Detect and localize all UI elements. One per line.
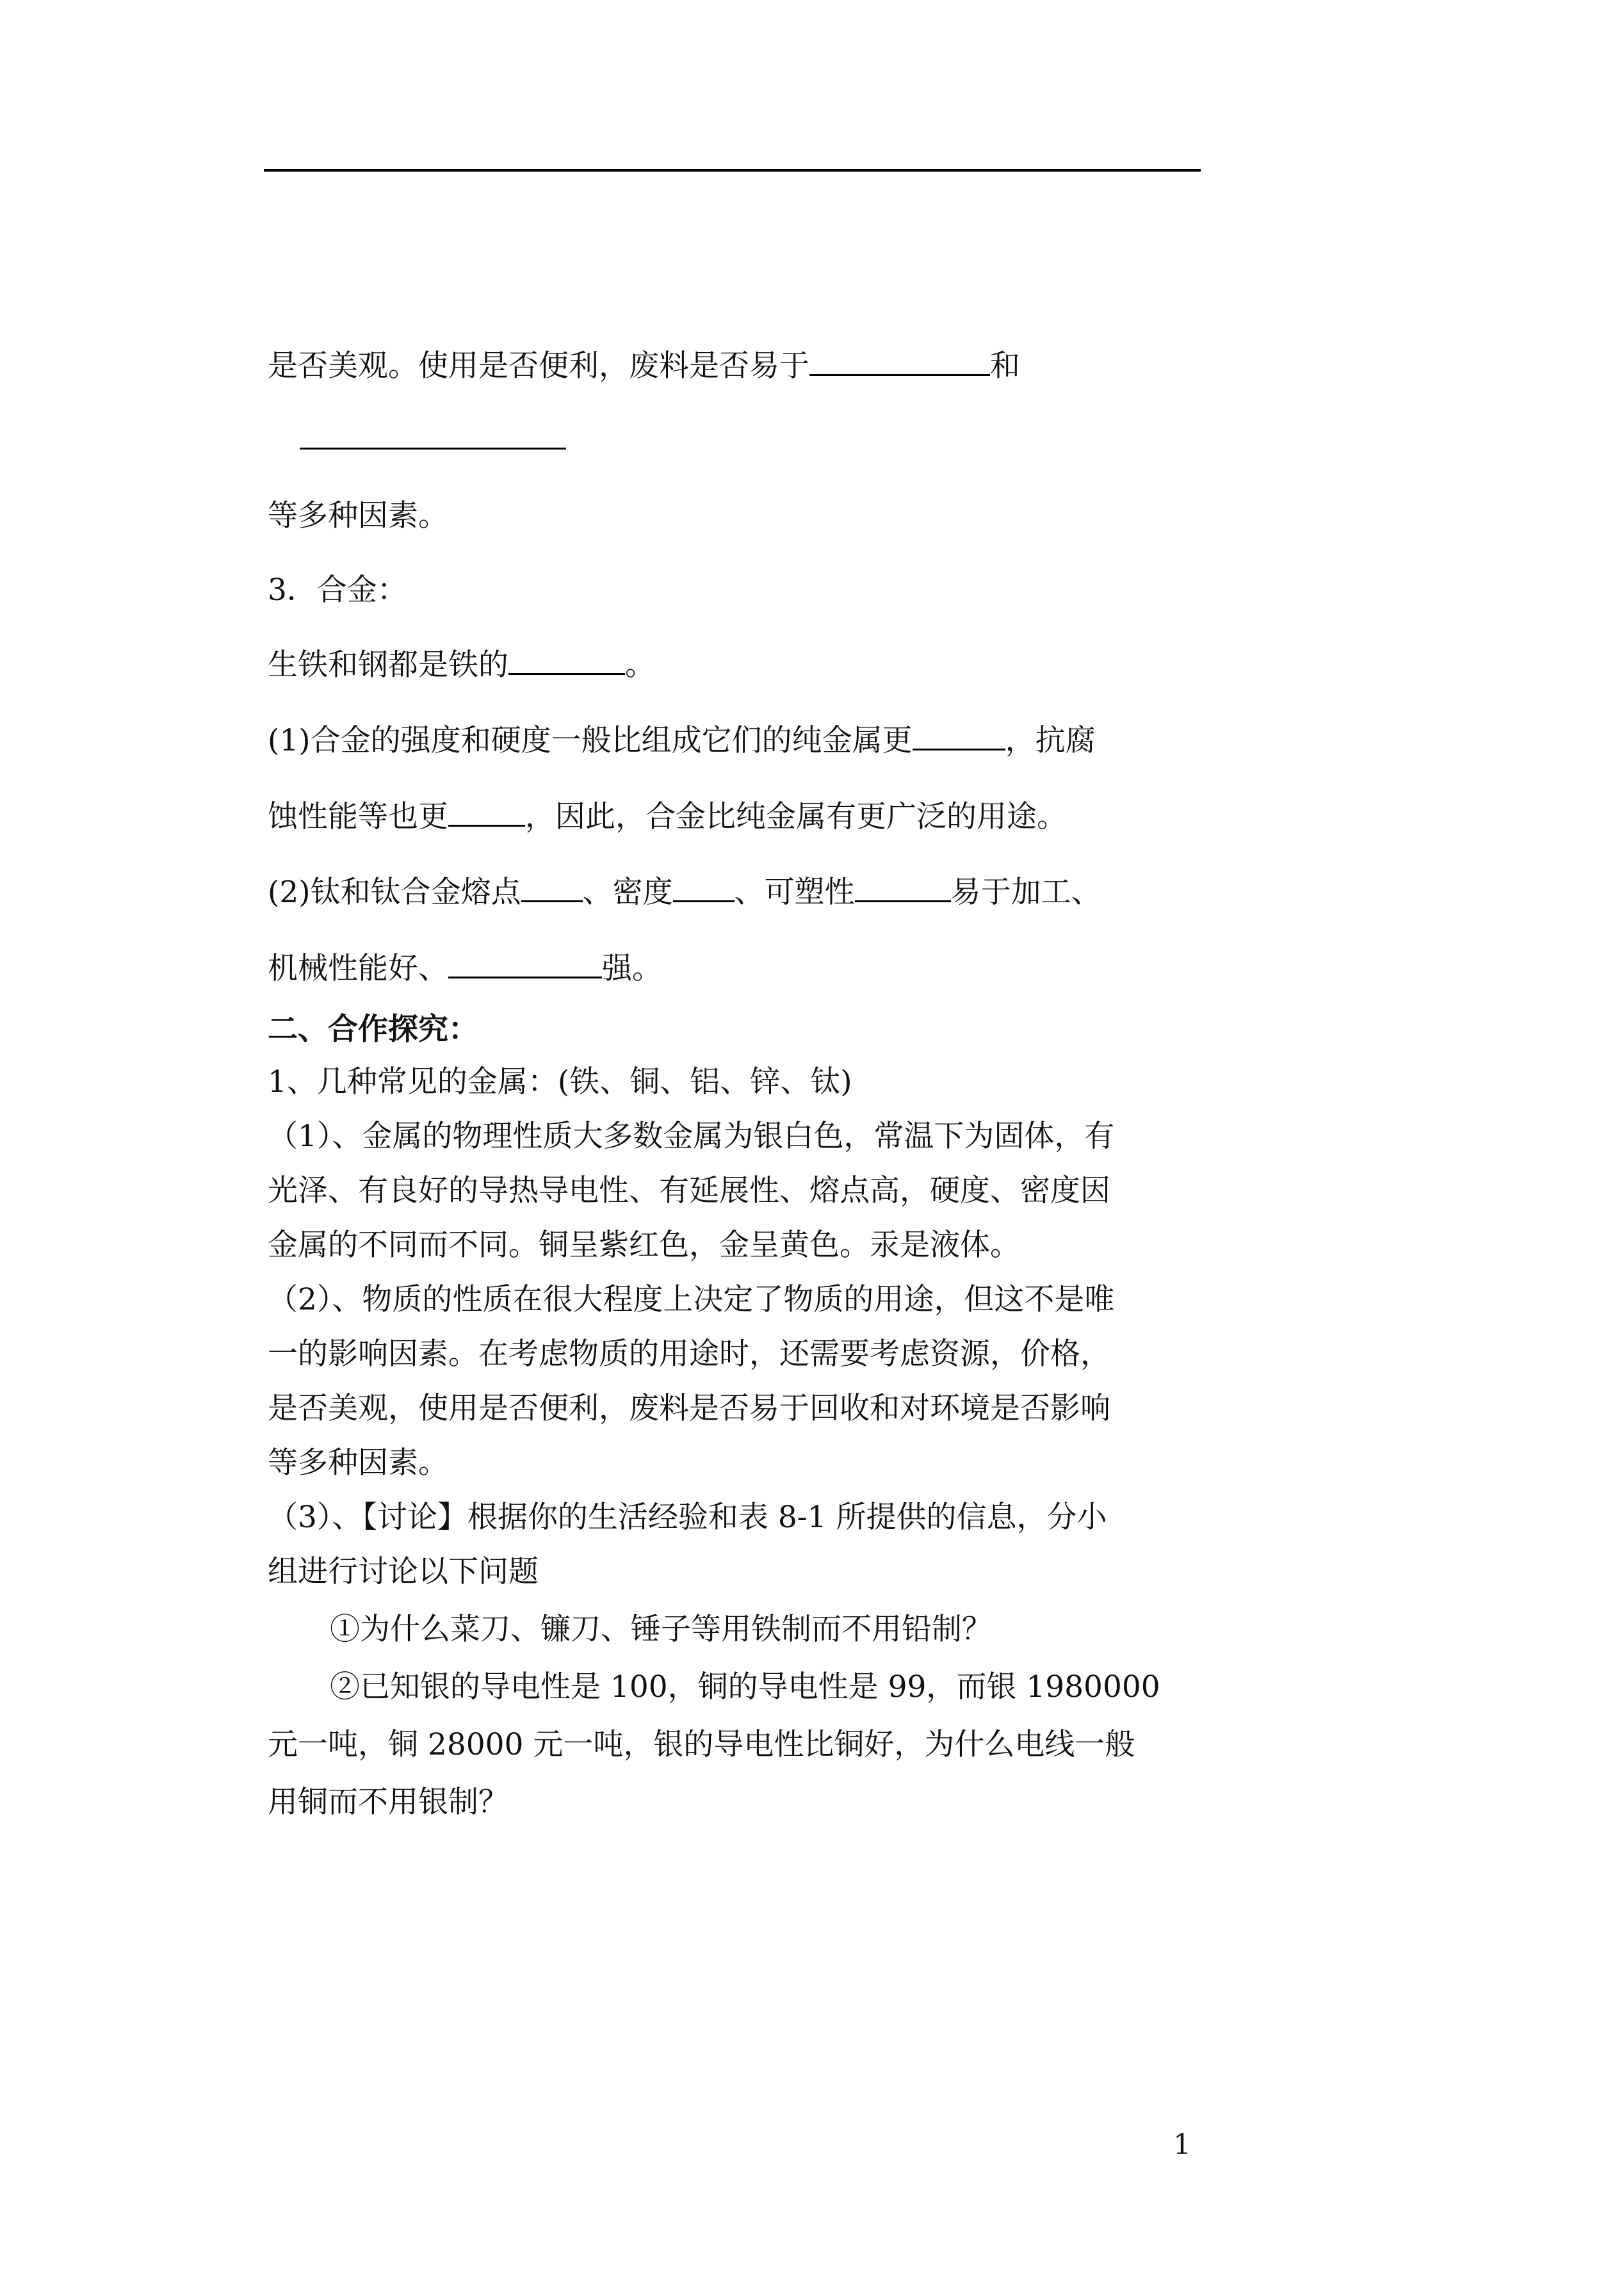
paragraph-2-line-3: 是否美观，使用是否便利，废料是否易于回收和对环境是否影响 (268, 1391, 1110, 1426)
alloy-item-1-text-2: 蚀性能等也更 (268, 799, 448, 834)
alloy-item-2-text-c: 、可塑性 (734, 875, 855, 910)
answer-blank (913, 720, 1005, 750)
alloy-item-2-text-f: 强。 (602, 951, 662, 986)
section-heading: 二、合作探究： (268, 1012, 478, 1047)
alloy-item-2-line-2 (268, 948, 662, 988)
paragraph-3-line-2: 组进行讨论以下问题 (268, 1554, 539, 1589)
answer-blank (300, 448, 566, 450)
paragraph-2-line-1: （2）、物质的性质在很大程度上决定了物质的用途，但这不是唯 (268, 1282, 1115, 1317)
fill-line-4-text: 生铁和钢都是铁的 (268, 647, 508, 683)
fill-line-4-tail: 。 (625, 647, 655, 683)
question-2-line-2: 元一吨，铜 28000 元一吨，银的导电性比铜好，为什么电线一般 (268, 1727, 1135, 1762)
fill-line-1 (268, 346, 1020, 385)
question-2-line-1: ②已知银的导电性是 100，铜的导电性是 99，而银 1980000 (330, 1669, 1160, 1705)
answer-blank (521, 872, 583, 902)
alloy-item-1-tail-2: ，因此，合金比纯金属有更广泛的用途。 (525, 799, 1067, 834)
answer-blank (448, 797, 525, 827)
fill-line-2: 等多种因素。 (268, 498, 448, 533)
answer-blank (448, 948, 602, 978)
alloy-item-1-line-1 (268, 720, 1096, 760)
paragraph-2-line-4: 等多种因素。 (268, 1445, 448, 1480)
paragraph-3-line-1: （3）、【讨论】根据你的生活经验和表 8-1 所提供的信息，分小 (268, 1500, 1107, 1535)
section-subheading: 1、几种常见的金属：(铁、铜、铝、锌、钛) (268, 1064, 852, 1099)
answer-blank (855, 872, 951, 902)
paragraph-2-line-2: 一的影响因素。在考虑物质的用途时，还需要考虑资源，价格， (268, 1336, 1110, 1372)
alloy-item-2-line-1 (268, 872, 1101, 912)
page-number: 1 (1173, 2129, 1191, 2161)
alloy-item-2-text-e: 机械性能好、 (268, 951, 448, 986)
alloy-item-2-text-d: 易于加工、 (950, 875, 1101, 910)
header-rule (264, 169, 1201, 172)
answer-blank (809, 346, 990, 376)
question-1: ①为什么菜刀、镰刀、锤子等用铁制而不用铅制？ (330, 1612, 992, 1647)
paragraph-1-line-2: 光泽、有良好的导热导电性、有延展性、熔点高，硬度、密度因 (268, 1173, 1110, 1208)
alloy-item-2-text-a: (2)钛和钛合金熔点 (268, 875, 521, 910)
section-3-title: 3．合金： (268, 572, 407, 608)
alloy-item-1-text: (1)合金的强度和硬度一般比组成它们的纯金属更 (268, 723, 913, 758)
alloy-item-1-line-2 (268, 797, 1067, 836)
paragraph-1-line-1: （1）、金属的物理性质大多数金属为银白色，常温下为固体，有 (268, 1119, 1115, 1154)
answer-blank (508, 645, 625, 675)
answer-blank (673, 872, 735, 902)
fill-line-4 (268, 645, 655, 685)
alloy-item-2-text-b: 、密度 (582, 875, 673, 910)
question-2-line-3: 用铜而不用银制？ (268, 1785, 508, 1820)
fill-line-1-tail: 和 (990, 348, 1020, 384)
paragraph-1-line-3: 金属的不同而不同。铜呈紫红色，金呈黄色。汞是液体。 (268, 1228, 1020, 1263)
alloy-item-1-tail: ，抗腐 (1005, 723, 1096, 758)
fill-line-1-text: 是否美观。使用是否便利，废料是否易于 (268, 348, 809, 384)
